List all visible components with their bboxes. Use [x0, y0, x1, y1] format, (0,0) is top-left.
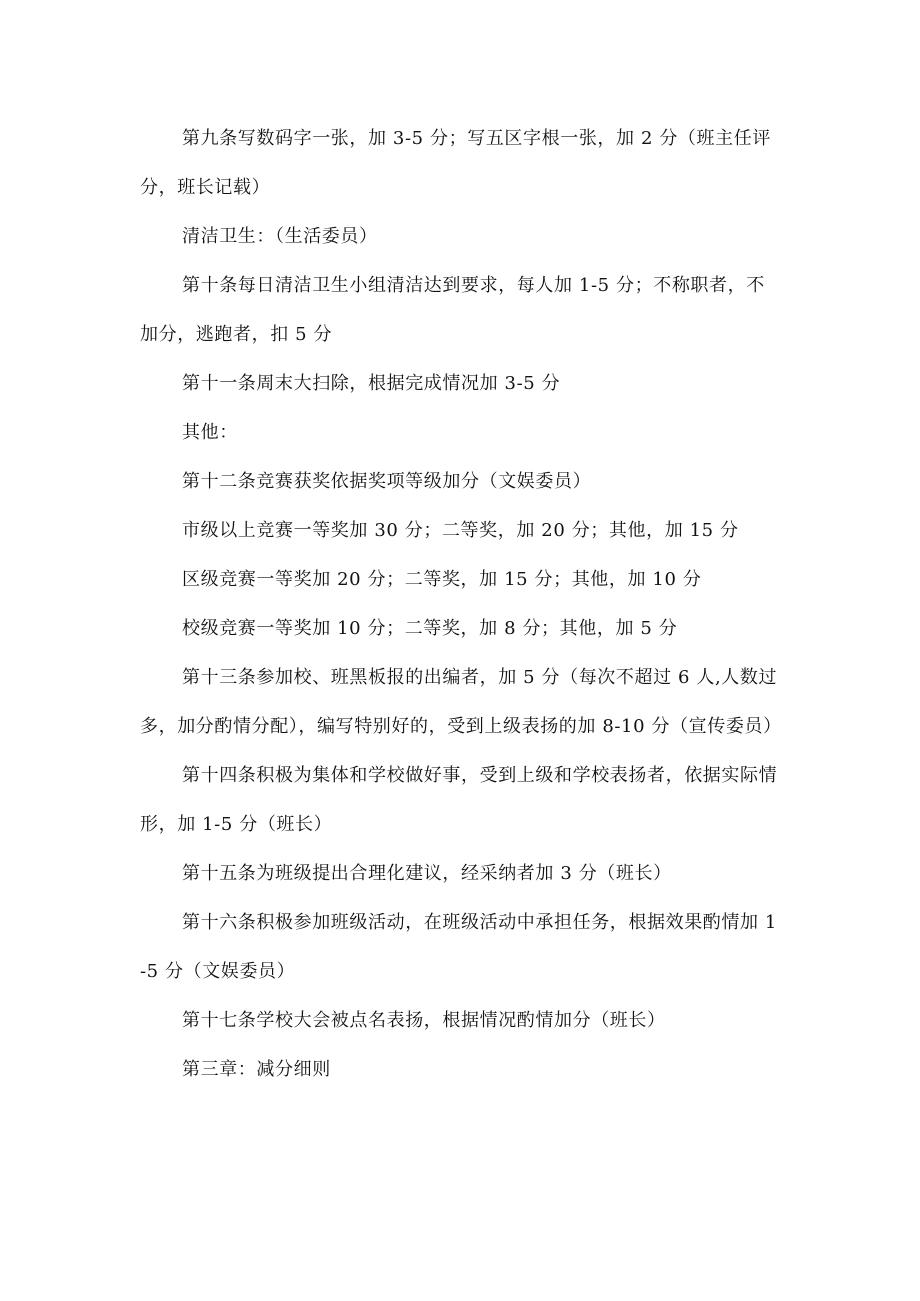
document-body	[140, 114, 782, 1094]
paragraph-city-competition: 市级以上竞赛一等奖加 30 分；二等奖，加 20 分；其他，加 15 分	[182, 520, 739, 541]
chapter-heading-deductions: 第三章：减分细则	[182, 1059, 331, 1080]
paragraph-article-15: 第十五条为班级提出合理化建议，经采纳者加 3 分（班长）	[182, 863, 672, 884]
section-heading-other: 其他：	[182, 422, 238, 443]
paragraph-district-competition: 区级竞赛一等奖加 20 分；二等奖，加 15 分；其他，加 10 分	[182, 569, 702, 590]
paragraph-school-competition: 校级竞赛一等奖加 10 分；二等奖，加 8 分；其他，加 5 分	[182, 618, 678, 639]
paragraph-article-9: 第九条写数码字一张，加 3-5 分；写五区字根一张，加 2 分（班主任评分，班长记载）	[140, 128, 771, 198]
paragraph-article-16: 第十六条积极参加班级活动，在班级活动中承担任务，根据效果酌情加 1-5 分（文娱委员）	[140, 912, 777, 982]
paragraph-article-10: 第十条每日清洁卫生小组清洁达到要求，每人加 1-5 分；不称职者，不加分，逃跑者，扣 5 分	[140, 275, 765, 345]
paragraph-article-13: 第十三条参加校、班黑板报的出编者，加 5 分（每次不超过 6 人,人数过多，加分酌情分配），编写特别好的，受到上级表扬的加 8-10 分（宣传委员）	[140, 667, 782, 737]
paragraph-article-17: 第十七条学校大会被点名表扬，根据情况酌情加分（班长）	[182, 1010, 666, 1031]
paragraph-article-11: 第十一条周末大扫除，根据完成情况加 3-5 分	[182, 373, 561, 394]
paragraph-article-14: 第十四条积极为集体和学校做好事，受到上级和学校表扬者，依据实际情形，加 1-5 分（班长）	[140, 765, 778, 835]
section-heading-cleaning: 清洁卫生：（生活委员）	[182, 226, 378, 247]
paragraph-article-12: 第十二条竞赛获奖依据奖项等级加分（文娱委员）	[182, 471, 592, 492]
